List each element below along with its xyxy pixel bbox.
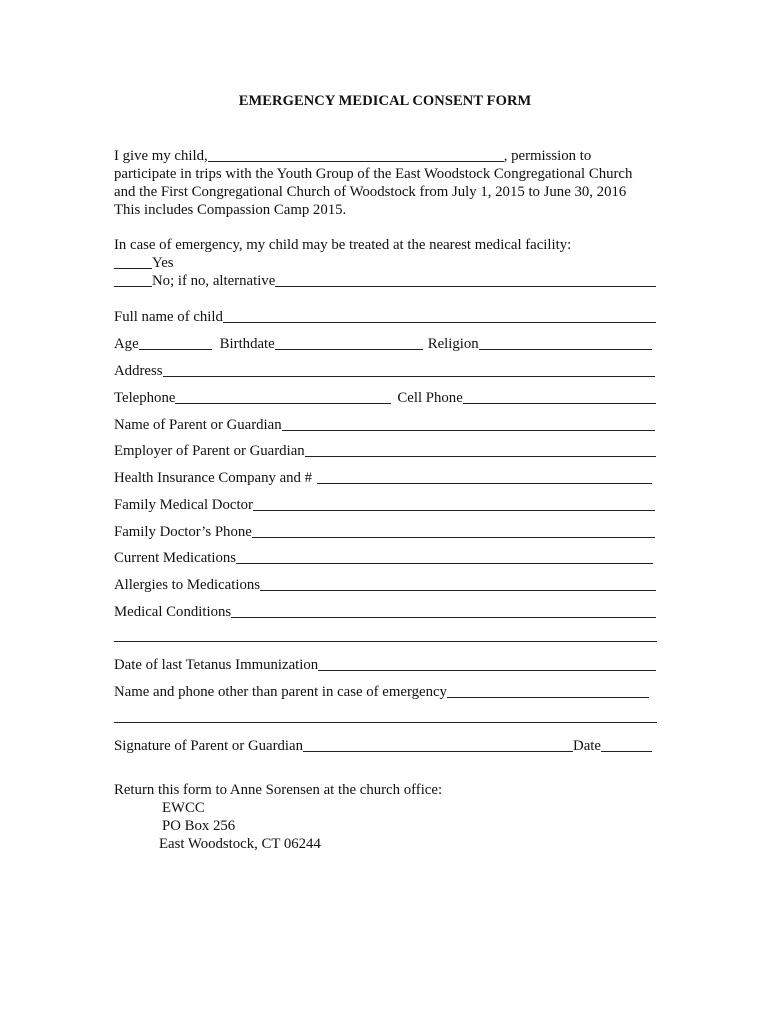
address-blank[interactable] xyxy=(163,362,656,377)
form-title: EMERGENCY MEDICAL CONSENT FORM xyxy=(238,93,532,109)
emergency-contact-extra-line[interactable] xyxy=(114,722,657,723)
age-birthdate-religion-row xyxy=(114,335,652,353)
yes-blank[interactable] xyxy=(114,254,152,269)
date-blank[interactable] xyxy=(601,737,652,752)
cell-phone-blank[interactable] xyxy=(463,389,656,404)
signature-label: Signature of Parent or Guardian xyxy=(114,738,304,754)
no-label: No; if no, alternative xyxy=(152,273,276,289)
doctor-phone-label: Family Doctor’s Phone xyxy=(114,524,252,540)
religion-blank[interactable] xyxy=(479,335,652,350)
emergency-contact-label: Name and phone other than parent in case of emergency xyxy=(114,684,447,700)
emergency-question: In case of emergency, my child may be treated at the nearest medical facility: xyxy=(114,237,572,253)
conditions-blank[interactable] xyxy=(231,603,656,618)
cell-phone-label: Cell Phone xyxy=(397,390,463,406)
doctor-phone-field[interactable] xyxy=(114,523,655,541)
conditions-extra-line[interactable] xyxy=(114,641,657,642)
doctor-phone-blank[interactable] xyxy=(252,523,655,538)
signature-blank[interactable] xyxy=(303,737,573,752)
tetanus-blank[interactable] xyxy=(318,656,656,671)
emergency-contact-blank[interactable] xyxy=(447,683,649,698)
return-address-line-3: East Woodstock, CT 06244 xyxy=(159,836,321,852)
phone-row xyxy=(114,389,656,407)
age-blank[interactable] xyxy=(139,335,212,350)
tetanus-field[interactable] xyxy=(114,656,656,674)
religion-label: Religion xyxy=(427,336,479,352)
age-label: Age xyxy=(114,336,139,352)
tetanus-label: Date of last Tetanus Immunization xyxy=(114,657,319,673)
alternative-blank[interactable] xyxy=(275,272,656,287)
conditions-label: Medical Conditions xyxy=(114,604,232,620)
intro-line-3: and the First Congregational Church of Woodstock from July 1, 2015 to June 30, 2016 xyxy=(114,184,627,200)
intro-line-2: participate in trips with the Youth Group of the East Woodstock Congregational Church xyxy=(114,166,633,182)
telephone-blank[interactable] xyxy=(175,389,391,404)
full-name-field[interactable] xyxy=(114,308,656,326)
intro-line-1 xyxy=(114,147,614,165)
insurance-blank[interactable] xyxy=(317,469,652,484)
employer-field[interactable] xyxy=(114,442,656,460)
doctor-field[interactable] xyxy=(114,496,655,514)
return-instruction: Return this form to Anne Sorensen at the church office: xyxy=(114,782,443,798)
birthdate-label: Birthdate xyxy=(219,336,275,352)
no-option[interactable] xyxy=(114,272,656,290)
birthdate-blank[interactable] xyxy=(275,335,423,350)
child-name-blank[interactable] xyxy=(208,147,504,162)
insurance-label: Health Insurance Company and # xyxy=(114,470,313,486)
full-name-label: Full name of child xyxy=(114,309,223,325)
doctor-blank[interactable] xyxy=(253,496,655,511)
intro-after-blank: , permission to xyxy=(503,148,592,164)
intro-line-4: This includes Compassion Camp 2015. xyxy=(114,202,347,218)
yes-option[interactable] xyxy=(114,254,314,272)
telephone-label: Telephone xyxy=(114,390,176,406)
parent-name-label: Name of Parent or Guardian xyxy=(114,417,282,433)
insurance-field[interactable] xyxy=(114,469,652,487)
employer-blank[interactable] xyxy=(305,442,656,457)
address-label: Address xyxy=(114,363,163,379)
return-address-line-2: PO Box 256 xyxy=(162,818,236,834)
yes-label: Yes xyxy=(152,255,174,271)
signature-row xyxy=(114,737,652,755)
doctor-label: Family Medical Doctor xyxy=(114,497,253,513)
medications-label: Current Medications xyxy=(114,550,237,566)
employer-label: Employer of Parent or Guardian xyxy=(114,443,305,459)
allergies-label: Allergies to Medications xyxy=(114,577,261,593)
full-name-blank[interactable] xyxy=(223,308,656,323)
allergies-blank[interactable] xyxy=(260,576,656,591)
date-label: Date xyxy=(573,738,601,754)
conditions-field[interactable] xyxy=(114,603,656,621)
parent-name-field[interactable] xyxy=(114,416,655,434)
return-address-line-1: EWCC xyxy=(162,800,205,816)
allergies-field[interactable] xyxy=(114,576,656,594)
intro-lead: I give my child, xyxy=(114,148,208,164)
no-blank[interactable] xyxy=(114,272,152,287)
address-field[interactable] xyxy=(114,362,655,380)
medications-field[interactable] xyxy=(114,549,653,567)
parent-name-blank[interactable] xyxy=(282,416,655,431)
emergency-contact-field[interactable] xyxy=(114,683,649,701)
medications-blank[interactable] xyxy=(236,549,653,564)
